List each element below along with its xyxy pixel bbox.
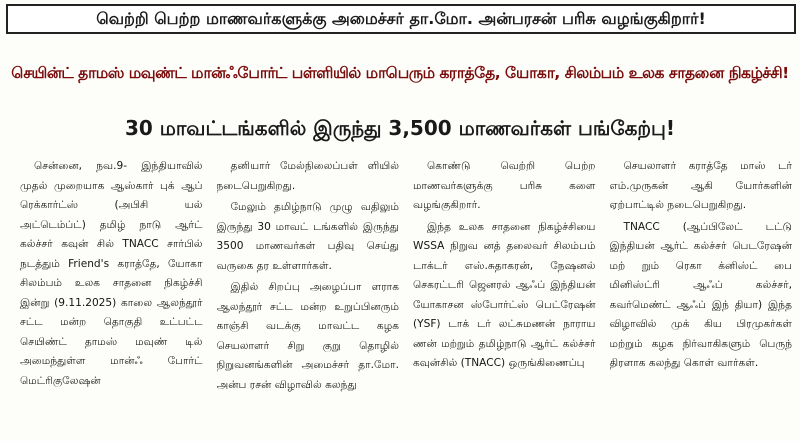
paragraph: TNACC (ஆப்பிலேட் டட்டு இந்தியன் ஆர்ட் கல்ச்சர் பெடரேஷன் மற் றும் ரெகா க்னிஸ்ட் பை மினிஸ்ட்ரி ஆஃப் கல்ச்சர், கவர்மெண்ட் ஆஃப் இந் தியா) இந்த விழாவில் முக் கிய பிரமுகர்கள் மற்றும் கழக நிர்வாகிகளும் பெருந் திரளாக கலந்து கொள் வார்கள். <box>609 220 792 369</box>
paragraph: தனியார் மேல்நிலைப்பள் ளியில் நடைபெறுகிறது. <box>216 160 399 192</box>
article-body <box>20 157 792 439</box>
article-column-4 <box>610 157 793 439</box>
headline-main: செயின்ட் தாமஸ் மவுண்ட் மான்ஃபோர்ட் பள்ளியில் மாபெரும் கராத்தே, யோகா, சிலம்பம் உலக சாதனை நிகழ்ச்சி! <box>11 64 789 82</box>
paragraph: இதில் சிறப்பு அழைப்பா ளராக ஆலந்தூர் சட்ட மன்ற உறுப்பினரும் காஞ்சி வடக்கு மாவட்ட கழக செயலாளர் சிறு குறு தொழில் நிறுவனங்களின் அமைச்சர் தா.மோ. அன்ப ரசன் விழாவில் கலந்து <box>216 281 399 391</box>
article-column-3 <box>413 157 596 439</box>
headline-sub: 30 மாவட்டங்களில் இருந்து 3,500 மாணவர்கள் பங்கேற்பு! <box>124 116 676 140</box>
article-column-1 <box>20 157 203 439</box>
article-column-2 <box>217 157 400 439</box>
paragraph: சென்னை, நவ.9- இந்தியாவில் முதல் முறையாக ஆஸ்கார் புக் ஆப் ரெக்கார்ட்ஸ் (அபிசி யல் அட்டெம்ப்ட்) தமிழ் நாடு ஆர்ட் கல்ச்சர் கவுன் சில் TNACC சார்பில் நடத்தும் Friend's கராத்தே, யோகா சிலம்பம் உலக சாதனை நிகழ்ச்சி இன்று (9.11.2025) காலை ஆலந்தூர் சட்ட மன்ற தொகுதி உட்பட்ட செயிண்ட் தாமஸ் மவுண் டில் அமைந்துள்ள மான்ஃ போர்ட் மெட்ரிகுலேஷன் <box>20 160 203 387</box>
paragraph: இந்த உலக சாதனை நிகழ்ச்சியை WSSA நிறுவ னத் தலைவர் சிலம்பம் டாக்டர் எஸ்.சுதாகரன், நேஷனல் செகரட்டரி ஜெனரல் ஆஃப் இந்தியன் யோகாசன ஸ்போர்ட்ஸ் பெட்ரேஷன் (YSF) டாக் டர் லட்சுமணன் நாராய ணன் மற்றும் தமிழ்நாடு ஆர்ட் கல்ச்சர் கவுன்சில் (TNACC) ஒருங்கிணைப்பு <box>413 220 596 369</box>
paragraph: மேலும் தமிழ்நாடு முழு வதிலும் இருந்து 30 மாவட் டங்களில் இருந்து 3500 மாணவர்கள் பதிவு செய்து வருகை தர உள்ளார்கள். <box>216 201 399 272</box>
headline-top: வெற்றி பெற்ற மாணவர்களுக்கு அமைச்சர் தா.மோ. அன்பரசன் பரிசு வழங்குகிறார்! <box>6 4 796 34</box>
paragraph: கொண்டு வெற்றி பெற்ற மாணவர்களுக்கு பரிசு களை வழங்குகிறார். <box>413 160 596 211</box>
paragraph: செயலாளர் கராத்தே மாஸ் டர் எம்.முருகன் ஆகி யோர்களின் ஏற்பாட்டில் நடைபெறுகிறது. <box>609 160 792 211</box>
